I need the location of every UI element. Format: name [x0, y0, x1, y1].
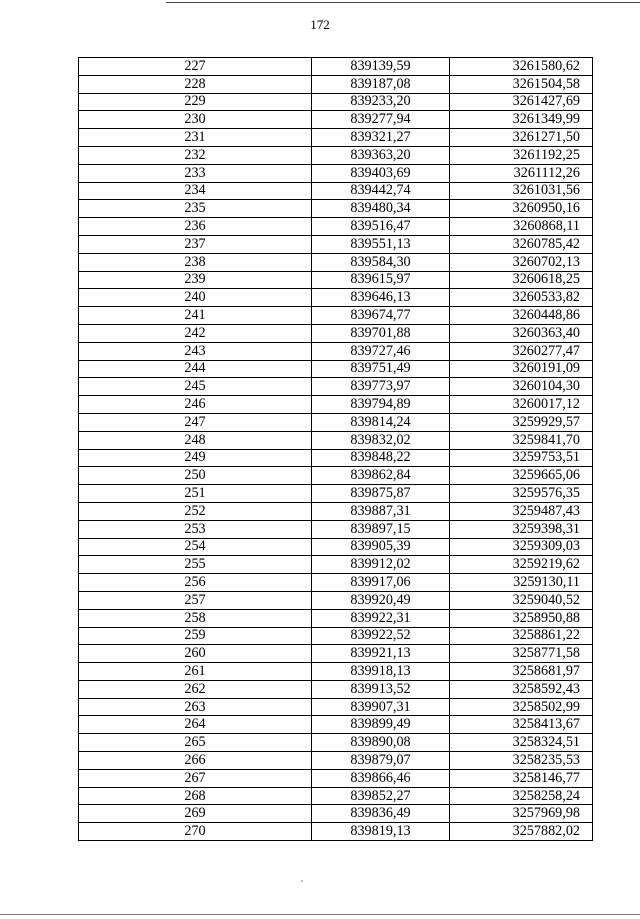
y-coordinate-cell: 3259130,11	[450, 574, 593, 592]
y-coordinate-cell: 3260191,09	[450, 360, 593, 378]
point-number-cell: 240	[79, 289, 312, 307]
y-coordinate-cell: 3261031,56	[450, 182, 593, 200]
x-coordinate-cell: 839277,94	[312, 111, 450, 129]
table-row	[79, 574, 593, 592]
y-coordinate-cell: 3259398,31	[450, 520, 593, 538]
point-number-cell: 260	[79, 645, 312, 663]
y-coordinate-cell: 3258502,99	[450, 698, 593, 716]
coordinates-table	[78, 57, 593, 841]
y-coordinate-cell: 3261427,69	[450, 93, 593, 111]
x-coordinate-cell: 839879,07	[312, 752, 450, 770]
x-coordinate-cell: 839321,27	[312, 129, 450, 147]
x-coordinate-cell: 839836,49	[312, 805, 450, 823]
point-number-cell: 253	[79, 520, 312, 538]
y-coordinate-cell: 3259487,43	[450, 502, 593, 520]
x-coordinate-cell: 839751,49	[312, 360, 450, 378]
x-coordinate-cell: 839887,31	[312, 502, 450, 520]
x-coordinate-cell: 839674,77	[312, 307, 450, 325]
y-coordinate-cell: 3258324,51	[450, 734, 593, 752]
top-rule	[166, 2, 640, 3]
point-number-cell: 233	[79, 164, 312, 182]
table-row	[79, 645, 593, 663]
x-coordinate-cell: 839363,20	[312, 146, 450, 164]
table-row	[79, 58, 593, 76]
table-row	[79, 556, 593, 574]
y-coordinate-cell: 3259219,62	[450, 556, 593, 574]
x-coordinate-cell: 839922,31	[312, 609, 450, 627]
y-coordinate-cell: 3260363,40	[450, 324, 593, 342]
x-coordinate-cell: 839913,52	[312, 680, 450, 698]
y-coordinate-cell: 3260868,11	[450, 218, 593, 236]
y-coordinate-cell: 3257882,02	[450, 823, 593, 841]
y-coordinate-cell: 3260618,25	[450, 271, 593, 289]
x-coordinate-cell: 839773,97	[312, 378, 450, 396]
y-coordinate-cell: 3258592,43	[450, 680, 593, 698]
point-number-cell: 248	[79, 431, 312, 449]
point-number-cell: 231	[79, 129, 312, 147]
y-coordinate-cell: 3258681,97	[450, 663, 593, 681]
point-number-cell: 247	[79, 413, 312, 431]
table-row	[79, 129, 593, 147]
point-number-cell: 239	[79, 271, 312, 289]
table-row	[79, 698, 593, 716]
x-coordinate-cell: 839852,27	[312, 787, 450, 805]
x-coordinate-cell: 839615,97	[312, 271, 450, 289]
table-row	[79, 716, 593, 734]
y-coordinate-cell: 3260785,42	[450, 235, 593, 253]
table-row	[79, 253, 593, 271]
y-coordinate-cell: 3260448,86	[450, 307, 593, 325]
table-row	[79, 360, 593, 378]
y-coordinate-cell: 3260104,30	[450, 378, 593, 396]
point-number-cell: 228	[79, 75, 312, 93]
table-row	[79, 431, 593, 449]
x-coordinate-cell: 839848,22	[312, 449, 450, 467]
x-coordinate-cell: 839862,84	[312, 467, 450, 485]
table-row	[79, 787, 593, 805]
table-row	[79, 146, 593, 164]
y-coordinate-cell: 3260533,82	[450, 289, 593, 307]
x-coordinate-cell: 839899,49	[312, 716, 450, 734]
table-row	[79, 93, 593, 111]
point-number-cell: 257	[79, 591, 312, 609]
point-number-cell: 268	[79, 787, 312, 805]
table-row	[79, 449, 593, 467]
table-row	[79, 485, 593, 503]
point-number-cell: 241	[79, 307, 312, 325]
x-coordinate-cell: 839819,13	[312, 823, 450, 841]
point-number-cell: 246	[79, 396, 312, 414]
x-coordinate-cell: 839814,24	[312, 413, 450, 431]
point-number-cell: 249	[79, 449, 312, 467]
table-row	[79, 823, 593, 841]
table-row	[79, 538, 593, 556]
point-number-cell: 244	[79, 360, 312, 378]
y-coordinate-cell: 3260017,12	[450, 396, 593, 414]
point-number-cell: 252	[79, 502, 312, 520]
x-coordinate-cell: 839917,06	[312, 574, 450, 592]
table-row	[79, 164, 593, 182]
x-coordinate-cell: 839584,30	[312, 253, 450, 271]
point-number-cell: 264	[79, 716, 312, 734]
point-number-cell: 259	[79, 627, 312, 645]
point-number-cell: 263	[79, 698, 312, 716]
x-coordinate-cell: 839912,02	[312, 556, 450, 574]
table-row	[79, 218, 593, 236]
y-coordinate-cell: 3259841,70	[450, 431, 593, 449]
point-number-cell: 269	[79, 805, 312, 823]
table-row	[79, 75, 593, 93]
point-number-cell: 229	[79, 93, 312, 111]
point-number-cell: 234	[79, 182, 312, 200]
x-coordinate-cell: 839516,47	[312, 218, 450, 236]
point-number-cell: 267	[79, 769, 312, 787]
table-row	[79, 182, 593, 200]
x-coordinate-cell: 839794,89	[312, 396, 450, 414]
point-number-cell: 255	[79, 556, 312, 574]
table-row	[79, 413, 593, 431]
point-number-cell: 232	[79, 146, 312, 164]
table-row	[79, 396, 593, 414]
x-coordinate-cell: 839551,13	[312, 235, 450, 253]
table-row	[79, 111, 593, 129]
x-coordinate-cell: 839907,31	[312, 698, 450, 716]
x-coordinate-cell: 839920,49	[312, 591, 450, 609]
table-row	[79, 502, 593, 520]
x-coordinate-cell: 839875,87	[312, 485, 450, 503]
x-coordinate-cell: 839897,15	[312, 520, 450, 538]
table-row	[79, 663, 593, 681]
y-coordinate-cell: 3258771,58	[450, 645, 593, 663]
bottom-rule	[0, 914, 640, 915]
y-coordinate-cell: 3260950,16	[450, 200, 593, 218]
x-coordinate-cell: 839701,88	[312, 324, 450, 342]
point-number-cell: 261	[79, 663, 312, 681]
y-coordinate-cell: 3258861,22	[450, 627, 593, 645]
x-coordinate-cell: 839139,59	[312, 58, 450, 76]
y-coordinate-cell: 3261192,25	[450, 146, 593, 164]
point-number-cell: 256	[79, 574, 312, 592]
x-coordinate-cell: 839866,46	[312, 769, 450, 787]
x-coordinate-cell: 839442,74	[312, 182, 450, 200]
point-number-cell: 265	[79, 734, 312, 752]
x-coordinate-cell: 839918,13	[312, 663, 450, 681]
point-number-cell: 235	[79, 200, 312, 218]
x-coordinate-cell: 839922,52	[312, 627, 450, 645]
y-coordinate-cell: 3261504,58	[450, 75, 593, 93]
x-coordinate-cell: 839646,13	[312, 289, 450, 307]
table-row	[79, 307, 593, 325]
table-row	[79, 378, 593, 396]
page-number: 172	[310, 17, 330, 32]
x-coordinate-cell: 839921,13	[312, 645, 450, 663]
x-coordinate-cell: 839233,20	[312, 93, 450, 111]
table-row	[79, 289, 593, 307]
y-coordinate-cell: 3260277,47	[450, 342, 593, 360]
table-row	[79, 467, 593, 485]
y-coordinate-cell: 3259576,35	[450, 485, 593, 503]
table-row	[79, 734, 593, 752]
y-coordinate-cell: 3258146,77	[450, 769, 593, 787]
table-row	[79, 200, 593, 218]
coordinates-table-body	[79, 58, 593, 841]
y-coordinate-cell: 3258235,53	[450, 752, 593, 770]
point-number-cell: 242	[79, 324, 312, 342]
point-number-cell: 230	[79, 111, 312, 129]
y-coordinate-cell: 3259753,51	[450, 449, 593, 467]
y-coordinate-cell: 3259665,06	[450, 467, 593, 485]
table-row	[79, 271, 593, 289]
point-number-cell: 250	[79, 467, 312, 485]
y-coordinate-cell: 3261580,62	[450, 58, 593, 76]
table-row	[79, 609, 593, 627]
table-row	[79, 680, 593, 698]
table-row	[79, 520, 593, 538]
point-number-cell: 243	[79, 342, 312, 360]
point-number-cell: 237	[79, 235, 312, 253]
y-coordinate-cell: 3261112,26	[450, 164, 593, 182]
point-number-cell: 236	[79, 218, 312, 236]
point-number-cell: 251	[79, 485, 312, 503]
point-number-cell: 270	[79, 823, 312, 841]
y-coordinate-cell: 3259040,52	[450, 591, 593, 609]
scan-speck	[301, 880, 303, 882]
point-number-cell: 227	[79, 58, 312, 76]
table-row	[79, 769, 593, 787]
y-coordinate-cell: 3258258,24	[450, 787, 593, 805]
table-row	[79, 805, 593, 823]
x-coordinate-cell: 839890,08	[312, 734, 450, 752]
y-coordinate-cell: 3259929,57	[450, 413, 593, 431]
table-row	[79, 342, 593, 360]
point-number-cell: 254	[79, 538, 312, 556]
table-row	[79, 324, 593, 342]
y-coordinate-cell: 3257969,98	[450, 805, 593, 823]
point-number-cell: 258	[79, 609, 312, 627]
x-coordinate-cell: 839403,69	[312, 164, 450, 182]
y-coordinate-cell: 3259309,03	[450, 538, 593, 556]
x-coordinate-cell: 839727,46	[312, 342, 450, 360]
table-row	[79, 627, 593, 645]
table-row	[79, 752, 593, 770]
x-coordinate-cell: 839832,02	[312, 431, 450, 449]
x-coordinate-cell: 839905,39	[312, 538, 450, 556]
x-coordinate-cell: 839480,34	[312, 200, 450, 218]
table-row	[79, 235, 593, 253]
point-number-cell: 262	[79, 680, 312, 698]
table-row	[79, 591, 593, 609]
y-coordinate-cell: 3258950,88	[450, 609, 593, 627]
point-number-cell: 245	[79, 378, 312, 396]
point-number-cell: 266	[79, 752, 312, 770]
y-coordinate-cell: 3260702,13	[450, 253, 593, 271]
y-coordinate-cell: 3261349,99	[450, 111, 593, 129]
y-coordinate-cell: 3261271,50	[450, 129, 593, 147]
y-coordinate-cell: 3258413,67	[450, 716, 593, 734]
x-coordinate-cell: 839187,08	[312, 75, 450, 93]
point-number-cell: 238	[79, 253, 312, 271]
